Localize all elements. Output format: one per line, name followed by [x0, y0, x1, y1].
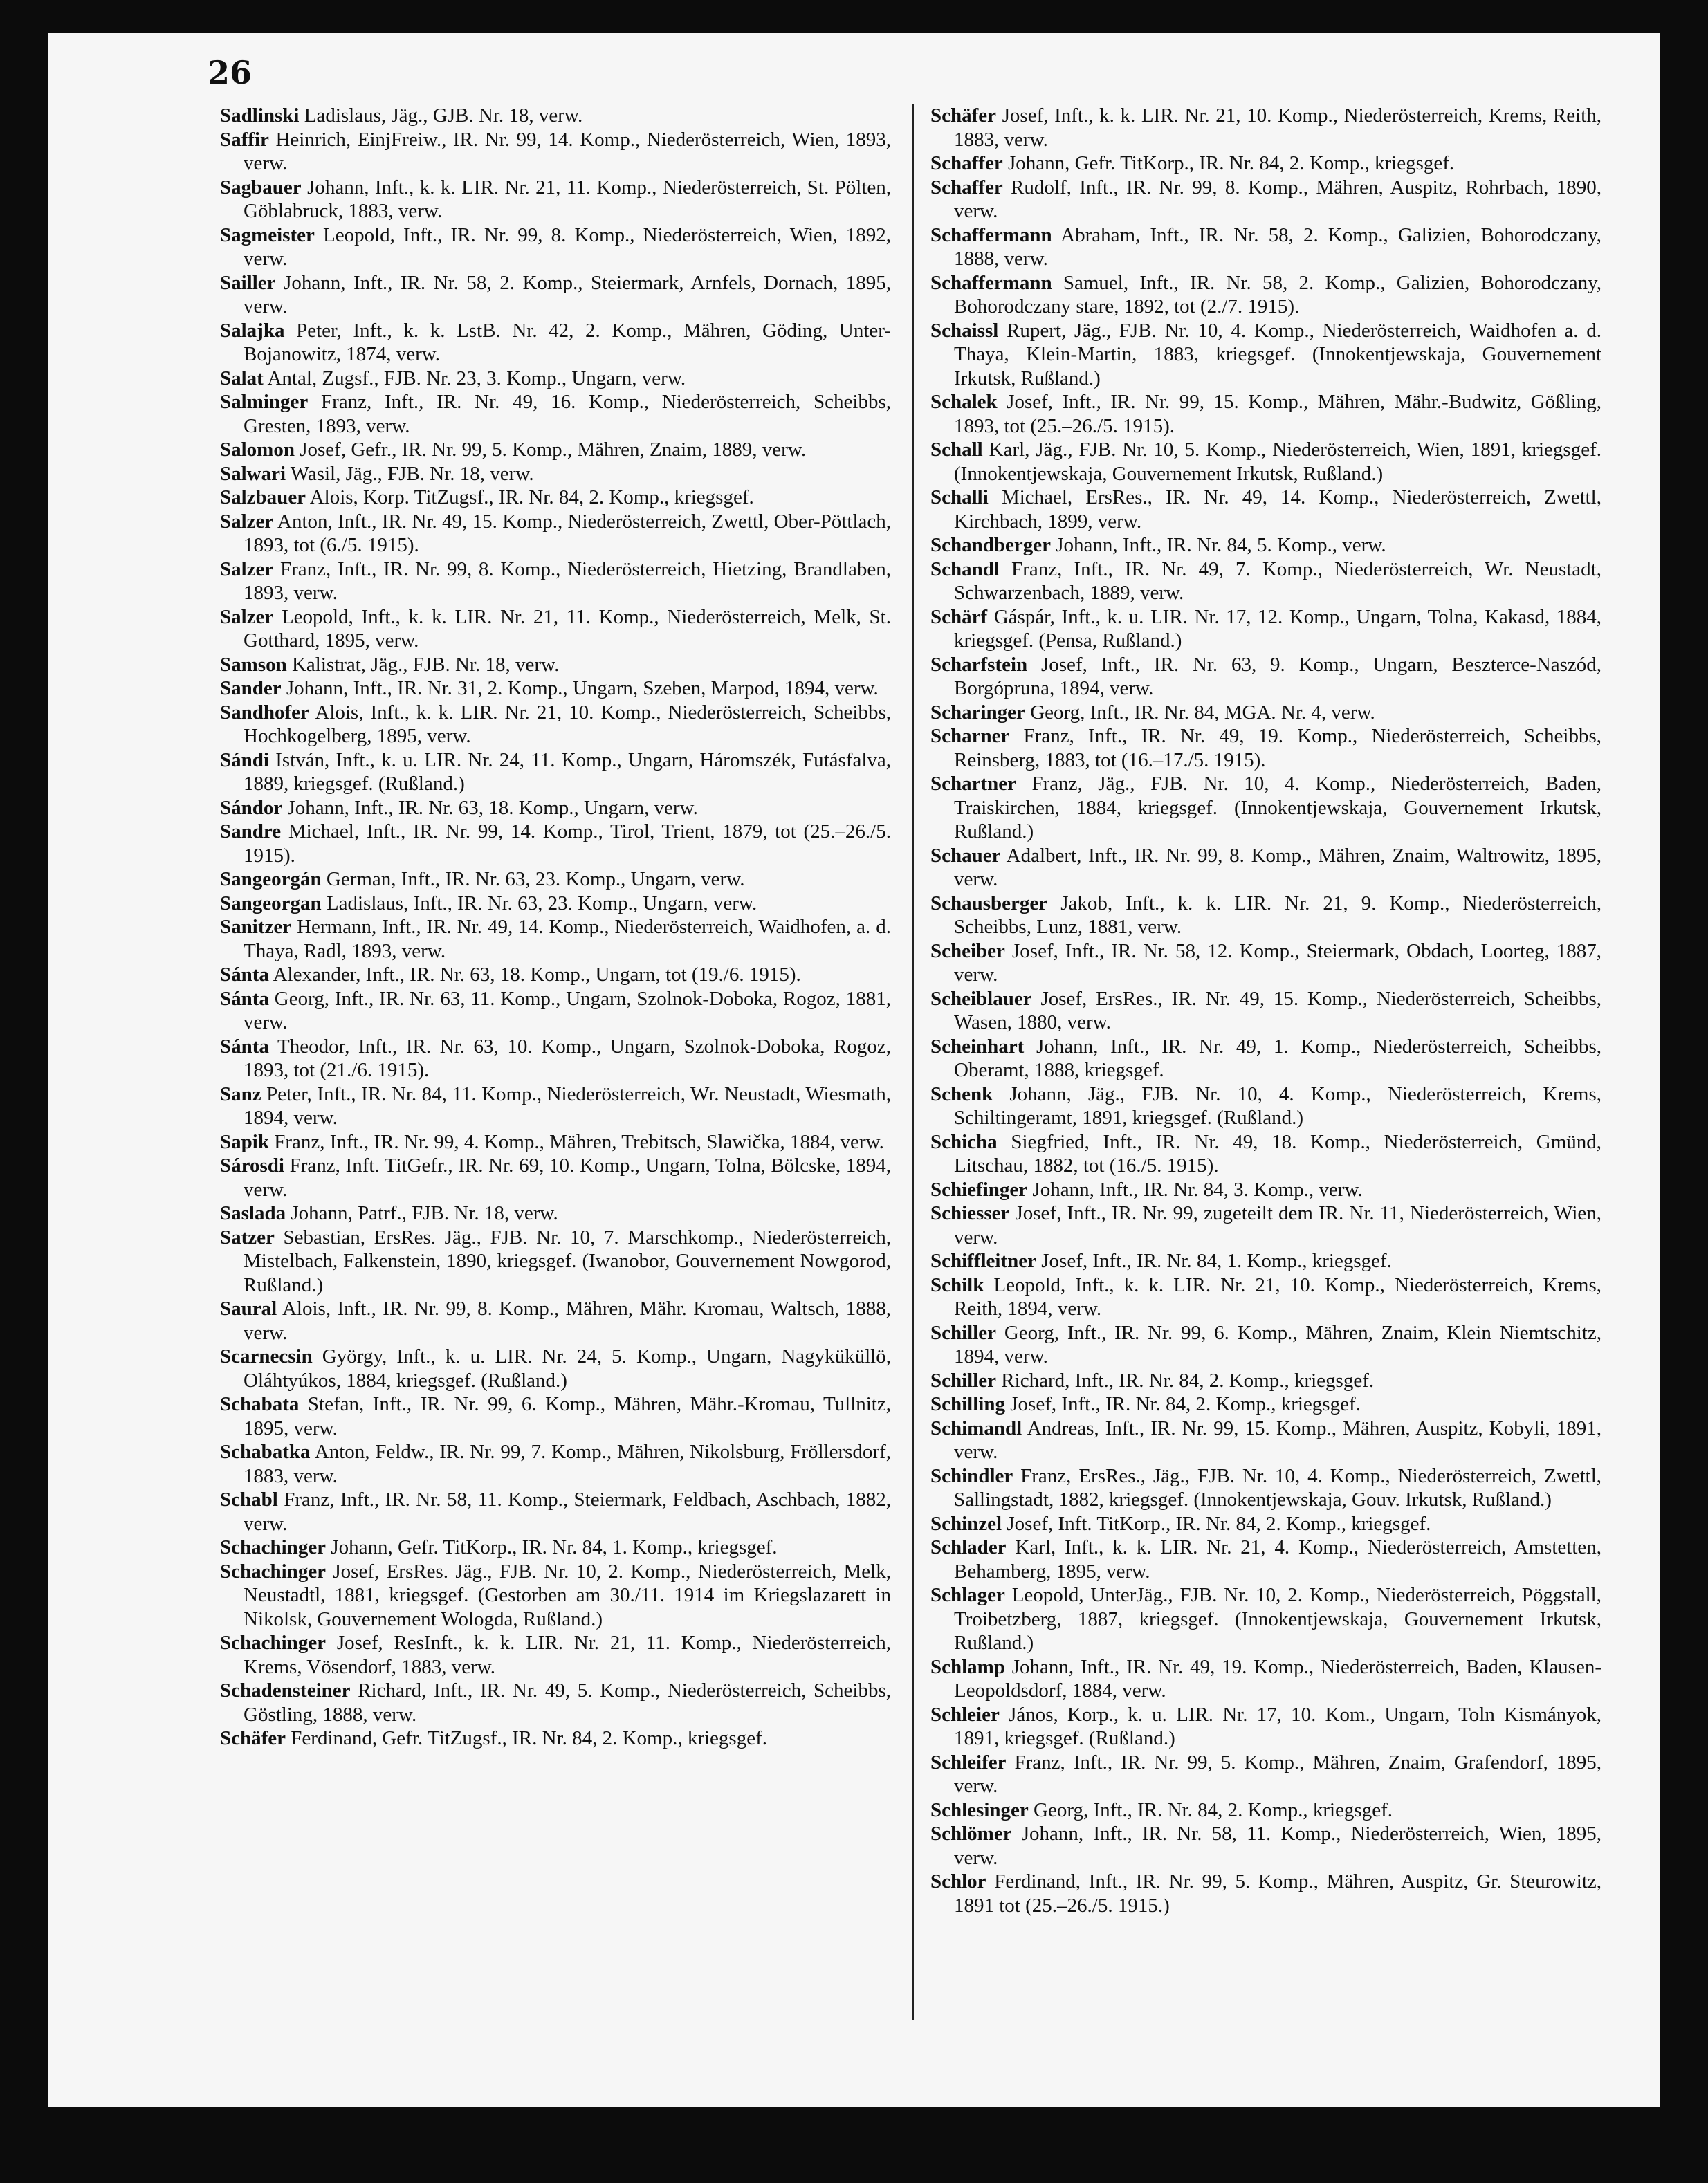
- register-entry: [930, 1655, 1601, 1703]
- register-entry: [220, 796, 891, 820]
- register-entry: [220, 867, 891, 892]
- entry-details: Josef, Inft., IR. Nr. 99, zugeteilt dem IR. Nr. 11, Niederösterreich, Wien, verw.: [954, 1202, 1601, 1249]
- register-entry: [930, 724, 1601, 772]
- surname: Salomon: [220, 439, 295, 461]
- surname: Schaissl: [930, 319, 999, 342]
- register-entry: [930, 533, 1601, 558]
- surname: Schartner: [930, 773, 1017, 795]
- entry-details: Anton, Feldw., IR. Nr. 99, 7. Komp., Mähren, Nikolsburg, Fröllersdorf, 1883, verw.: [244, 1441, 891, 1487]
- register-entry: [220, 915, 891, 963]
- surname: Schandberger: [930, 534, 1051, 556]
- surname: Scharinger: [930, 701, 1025, 724]
- entry-details: Franz, Inft. TitGefr., IR. Nr. 69, 10. Komp., Ungarn, Tolna, Bölcske, 1894, verw.: [244, 1154, 891, 1201]
- surname: Schadensteiner: [220, 1679, 351, 1702]
- register-entry: [220, 701, 891, 748]
- entry-details: Andreas, Inft., IR. Nr. 99, 15. Komp., Mähren, Auspitz, Kobyli, 1891, verw.: [954, 1417, 1601, 1463]
- surname: Sapik: [220, 1130, 269, 1153]
- entry-details: Georg, Inft., IR. Nr. 84, MGA. Nr. 4, verw.: [1025, 701, 1375, 724]
- surname: Schlamp: [930, 1655, 1005, 1678]
- surname: Schalli: [930, 486, 989, 508]
- entry-details: Leopold, Inft., k. k. LIR. Nr. 21, 11. Komp., Niederösterreich, Melk, St. Gotthard, 1895, verw.: [244, 605, 891, 652]
- entry-details: Ferdinand, Gefr. TitZugsf., IR. Nr. 84, 2. Komp., kriegsgef.: [286, 1727, 767, 1749]
- surname: Sándi: [220, 748, 269, 771]
- column-divider: [912, 104, 914, 2020]
- right-column: [930, 104, 1601, 1917]
- register-entry: [930, 1798, 1601, 1823]
- left-column: [220, 104, 891, 1751]
- entry-details: Franz, ErsRes., Jäg., FJB. Nr. 10, 4. Komp., Niederösterreich, Zwettl, Sallingstadt, 1882, kriegsgef. (Innokentjewskaja, Gouv. Irkutsk, Rußland.): [954, 1464, 1601, 1511]
- register-entry: [220, 1297, 891, 1345]
- entry-details: Josef, Inft., IR. Nr. 99, 15. Komp., Mähren, Mähr.-Budwitz, Gößling, 1893, tot (25.–26./5. 1915).: [954, 391, 1601, 437]
- register-entry: [930, 390, 1601, 438]
- register-entry: [930, 558, 1601, 605]
- entry-details: Michael, ErsRes., IR. Nr. 49, 14. Komp., Niederösterreich, Zwettl, Kirchbach, 1899, verw.: [954, 486, 1601, 533]
- register-entry: [220, 820, 891, 867]
- surname: Schleifer: [930, 1751, 1007, 1774]
- surname: Saffir: [220, 128, 269, 151]
- register-entry: [220, 1679, 891, 1726]
- entry-details: Johann, Inft., IR. Nr. 31, 2. Komp., Ungarn, Szeben, Marpod, 1894, verw.: [281, 677, 879, 699]
- register-entry: [220, 223, 891, 271]
- surname: Schiffleitner: [930, 1250, 1037, 1272]
- surname: Salajka: [220, 319, 285, 342]
- surname: Sangeorgan: [220, 892, 322, 914]
- entry-details: Josef, Inft. TitKorp., IR. Nr. 84, 2. Komp., kriegsgef.: [1002, 1512, 1431, 1535]
- entry-details: Franz, Jäg., FJB. Nr. 10, 4. Komp., Niederösterreich, Baden, Traiskirchen, 1884, kriegsgef. (Innokentjewskaja, Gouvernement Irkutsk, Rußland.): [954, 773, 1601, 842]
- scan-border-right: [1660, 0, 1708, 2183]
- entry-details: Johann, Inft., IR. Nr. 63, 18. Komp., Ungarn, verw.: [282, 796, 698, 819]
- entry-details: Richard, Inft., IR. Nr. 49, 5. Komp., Niederösterreich, Scheibbs, Göstling, 1888, verw.: [244, 1679, 891, 1726]
- register-entry: [220, 271, 891, 319]
- entry-details: Johann, Patrf., FJB. Nr. 18, verw.: [286, 1202, 558, 1224]
- register-entry: [930, 223, 1601, 271]
- surname: Scharfstein: [930, 653, 1028, 676]
- register-entry: [220, 462, 891, 486]
- register-entry: [930, 1035, 1601, 1083]
- entry-details: Stefan, Inft., IR. Nr. 99, 6. Komp., Mähren, Mähr.-Kromau, Tullnitz, 1895, verw.: [244, 1393, 891, 1439]
- entry-details: Josef, ResInft., k. k. LIR. Nr. 21, 11. Komp., Niederösterreich, Krems, Vösendorf, 1883, verw.: [244, 1632, 891, 1678]
- register-entry: [220, 1392, 891, 1440]
- register-entry: [220, 676, 891, 701]
- entry-details: Josef, Inft., IR. Nr. 84, 2. Komp., kriegsgef.: [1005, 1393, 1361, 1415]
- register-entry: [220, 1035, 891, 1083]
- surname: Scheinhart: [930, 1035, 1025, 1058]
- register-entry: [220, 1226, 891, 1298]
- register-entry: [220, 438, 891, 462]
- entry-details: Leopold, Inft., k. k. LIR. Nr. 21, 10. Komp., Niederösterreich, Krems, Reith, 1894, verw.: [954, 1273, 1601, 1320]
- entry-details: János, Korp., k. u. LIR. Nr. 17, 10. Kom., Ungarn, Toln Kismányok, 1891, kriegsgef. (Rußland.): [954, 1703, 1601, 1749]
- register-entry: [220, 1631, 891, 1679]
- surname: Salzer: [220, 605, 274, 628]
- surname: Schall: [930, 439, 983, 461]
- entry-details: Johann, Inft., IR. Nr. 49, 1. Komp., Niederösterreich, Scheibbs, Oberamt, 1888, kriegsgef.: [954, 1035, 1601, 1081]
- entry-details: Josef, Gefr., IR. Nr. 99, 5. Komp., Mähren, Znaim, 1889, verw.: [294, 439, 807, 461]
- register-entry: [220, 987, 891, 1035]
- register-entry: [220, 1440, 891, 1488]
- entry-details: Anton, Inft., IR. Nr. 49, 15. Komp., Niederösterreich, Zwettl, Ober-Pöttlach, 1893, tot (6./5. 1915).: [244, 510, 891, 556]
- entry-details: Franz, Inft., IR. Nr. 49, 7. Komp., Niederösterreich, Wr. Neustadt, Schwarzenbach, 1889, verw.: [954, 558, 1601, 604]
- surname: Sagmeister: [220, 223, 315, 246]
- entry-details: Alois, Inft., IR. Nr. 99, 8. Komp., Mähren, Mähr. Kromau, Waltsch, 1888, verw.: [244, 1298, 891, 1344]
- scan-border-top: [0, 0, 1708, 33]
- surname: Schandl: [930, 558, 1000, 580]
- register-entry: [930, 1201, 1601, 1249]
- surname: Sander: [220, 677, 282, 699]
- surname: Sánta: [220, 1035, 269, 1058]
- surname: Schimandl: [930, 1417, 1022, 1439]
- surname: Schäfer: [930, 104, 997, 127]
- register-entry: [220, 1201, 891, 1226]
- entry-details: Rudolf, Inft., IR. Nr. 99, 8. Komp., Mähren, Auspitz, Rohrbach, 1890, verw.: [954, 176, 1601, 222]
- surname: Satzer: [220, 1226, 275, 1249]
- surname: Saslada: [220, 1202, 286, 1224]
- surname: Sandhofer: [220, 701, 309, 724]
- surname: Salat: [220, 367, 264, 389]
- register-entry: [220, 892, 891, 916]
- surname: Sánta: [220, 964, 269, 986]
- surname: Scarnecsin: [220, 1345, 313, 1367]
- entry-details: Leopold, UnterJäg., FJB. Nr. 10, 2. Komp., Niederösterreich, Pöggstall, Troibetzberg, 1887, kriegsgef. (Innokentjewskaja, Gouvernement Irkutsk, Rußland.): [954, 1584, 1601, 1654]
- register-entry: [930, 1822, 1601, 1870]
- entry-details: Georg, Inft., IR. Nr. 99, 6. Komp., Mähren, Znaim, Klein Niemtschitz, 1894, verw.: [954, 1321, 1601, 1367]
- entry-details: Franz, Inft., IR. Nr. 99, 5. Komp., Mähren, Znaim, Grafendorf, 1895, verw.: [954, 1751, 1601, 1797]
- register-entry: [930, 1870, 1601, 1917]
- register-entry: [930, 605, 1601, 653]
- register-entry: [930, 653, 1601, 701]
- register-entry: [930, 319, 1601, 391]
- surname: Schilk: [930, 1273, 984, 1296]
- entry-details: Franz, Inft., IR. Nr. 49, 19. Komp., Niederösterreich, Scheibbs, Reinsberg, 1883, tot (16.–17./5. 1915).: [954, 725, 1601, 771]
- entry-details: Gáspár, Inft., k. u. LIR. Nr. 17, 12. Komp., Ungarn, Tolna, Kakasd, 1884, kriegsgef. (Pensa, Rußland.): [954, 605, 1601, 652]
- entry-details: Alois, Korp. TitZugsf., IR. Nr. 84, 2. Komp., kriegsgef.: [306, 486, 754, 508]
- register-entry: [220, 104, 891, 128]
- surname: Schindler: [930, 1464, 1013, 1487]
- register-entry: [930, 844, 1601, 892]
- register-entry: [930, 151, 1601, 176]
- surname: Schabatka: [220, 1441, 311, 1463]
- surname: Schaffermann: [930, 223, 1052, 246]
- surname: Salzer: [220, 558, 274, 580]
- entry-details: Josef, ErsRes. Jäg., FJB. Nr. 10, 2. Komp., Niederösterreich, Melk, Neustadtl, 1881, kriegsgef. (Gestorben am 30./11. 1914 im Kriegslazarett in Nikolsk, Gouvernement Wologda, Rußland.): [244, 1560, 891, 1630]
- register-entry: [930, 1583, 1601, 1655]
- surname: Schiesser: [930, 1202, 1010, 1224]
- register-entry: [220, 1083, 891, 1130]
- entry-details: Georg, Inft., IR. Nr. 63, 11. Komp., Ungarn, Szolnok-Doboka, Rogoz, 1881, verw.: [244, 987, 891, 1033]
- register-entry: [220, 1560, 891, 1632]
- register-entry: [930, 1130, 1601, 1178]
- entry-details: Johann, Inft., IR. Nr. 84, 3. Komp., verw.: [1027, 1178, 1363, 1201]
- surname: Sárosdi: [220, 1154, 284, 1177]
- entry-details: Josef, ErsRes., IR. Nr. 49, 15. Komp., Niederösterreich, Scheibbs, Wasen, 1880, verw.: [954, 987, 1601, 1033]
- surname: Schausberger: [930, 892, 1048, 914]
- page-number: 26: [208, 54, 252, 91]
- scan-border-left: [0, 0, 48, 2183]
- surname: Schenk: [930, 1083, 993, 1105]
- register-entry: [220, 1488, 891, 1536]
- surname: Scharner: [930, 725, 1010, 747]
- surname: Schäfer: [220, 1727, 286, 1749]
- register-entry: [930, 1751, 1601, 1798]
- surname: Schlesinger: [930, 1798, 1029, 1821]
- surname: Samson: [220, 653, 287, 676]
- surname: Schleier: [930, 1703, 1000, 1726]
- entry-details: Richard, Inft., IR. Nr. 84, 2. Komp., kriegsgef.: [996, 1369, 1375, 1392]
- surname: Schabl: [220, 1489, 278, 1511]
- entry-details: Abraham, Inft., IR. Nr. 58, 2. Komp., Galizien, Bohorodczany, 1888, verw.: [954, 223, 1601, 270]
- entry-details: Johann, Jäg., FJB. Nr. 10, 4. Komp., Niederösterreich, Krems, Schiltingeramt, 1891, kriegsgef. (Rußland.): [954, 1083, 1601, 1129]
- entry-details: Josef, Inft., IR. Nr. 84, 1. Komp., kriegsgef.: [1036, 1250, 1392, 1272]
- surname: Sandre: [220, 820, 282, 842]
- surname: Salminger: [220, 391, 309, 413]
- entry-details: Johann, Gefr. TitKorp., IR. Nr. 84, 1. Komp., kriegsgef.: [326, 1536, 778, 1558]
- surname: Schachinger: [220, 1632, 327, 1654]
- register-entry: [930, 1392, 1601, 1417]
- register-entry: [220, 1154, 891, 1201]
- register-entry: [930, 939, 1601, 987]
- entry-details: Jakob, Inft., k. k. LIR. Nr. 21, 9. Komp., Niederösterreich, Scheibbs, Lunz, 1881, verw.: [954, 892, 1601, 938]
- surname: Schiefinger: [930, 1178, 1028, 1201]
- register-entry: [930, 486, 1601, 533]
- surname: Schinzel: [930, 1512, 1002, 1535]
- register-entry: [220, 748, 891, 796]
- register-entry: [220, 510, 891, 558]
- register-entry: [930, 1178, 1601, 1202]
- surname: Schilling: [930, 1393, 1005, 1415]
- register-entry: [930, 1083, 1601, 1130]
- entry-details: Franz, Inft., IR. Nr. 49, 16. Komp., Niederösterreich, Scheibbs, Gresten, 1893, verw.: [244, 391, 891, 437]
- scan-border-bottom: [0, 2107, 1708, 2183]
- entry-details: Michael, Inft., IR. Nr. 99, 14. Komp., Tirol, Trient, 1879, tot (25.–26./5. 1915).: [244, 820, 891, 867]
- entry-details: Peter, Inft., IR. Nr. 84, 11. Komp., Niederösterreich, Wr. Neustadt, Wiesmath, 1894, verw.: [244, 1083, 891, 1129]
- register-entry: [930, 892, 1601, 939]
- entry-details: Franz, Inft., IR. Nr. 58, 11. Komp., Steiermark, Feldbach, Aschbach, 1882, verw.: [244, 1489, 891, 1535]
- surname: Schabata: [220, 1393, 300, 1415]
- entry-details: Heinrich, EinjFreiw., IR. Nr. 99, 14. Komp., Niederösterreich, Wien, 1893, verw.: [244, 128, 891, 174]
- entry-details: Johann, Gefr. TitKorp., IR. Nr. 84, 2. Komp., kriegsgef.: [1002, 152, 1455, 174]
- register-entry: [220, 128, 891, 176]
- entry-details: Johann, Inft., IR. Nr. 49, 19. Komp., Niederösterreich, Baden, Klausen-Leopoldsdorf, 1884, verw.: [954, 1655, 1601, 1702]
- register-entry: [930, 438, 1601, 486]
- surname: Schachinger: [220, 1560, 327, 1583]
- entry-details: Rupert, Jäg., FJB. Nr. 10, 4. Komp., Niederösterreich, Waidhofen a. d. Thaya, Klein-Martin, 1883, kriegsgef. (Innokentjewskaja, Gouvernement Irkutsk, Rußland.): [954, 319, 1601, 389]
- surname: Schicha: [930, 1130, 998, 1153]
- surname: Sanitzer: [220, 916, 292, 938]
- surname: Scheiblauer: [930, 987, 1032, 1010]
- entry-details: Sebastian, ErsRes. Jäg., FJB. Nr. 10, 7. Marschkomp., Niederösterreich, Mistelbach, Falkenstein, 1890, kriegsgef. (Iwanobor, Gouvernement Nowgorod, Rußland.): [244, 1226, 891, 1296]
- entry-details: Josef, Inft., IR. Nr. 58, 12. Komp., Steiermark, Obdach, Loorteg, 1887, verw.: [954, 939, 1601, 986]
- entry-details: Karl, Inft., k. k. LIR. Nr. 21, 4. Komp., Niederösterreich, Amstetten, Behamberg, 1895, verw.: [954, 1536, 1601, 1583]
- entry-details: Ferdinand, Inft., IR. Nr. 99, 5. Komp., Mähren, Auspitz, Gr. Steurowitz, 1891 tot (25.–26./5. 1915.): [954, 1870, 1601, 1917]
- entry-details: Samuel, Inft., IR. Nr. 58, 2. Komp., Galizien, Bohorodczany, Bohorodczany stare, 1892, tot (2./7. 1915).: [954, 271, 1601, 317]
- entry-details: Ladislaus, Inft., IR. Nr. 63, 23. Komp., Ungarn, verw.: [321, 892, 757, 914]
- register-entry: [220, 605, 891, 653]
- register-entry: [220, 367, 891, 391]
- surname: Schlager: [930, 1584, 1005, 1606]
- surname: Salzbauer: [220, 486, 306, 508]
- register-entry: [930, 1369, 1601, 1393]
- surname: Saural: [220, 1298, 277, 1320]
- register-entry: [220, 319, 891, 367]
- register-entry: [930, 772, 1601, 844]
- register-entry: [930, 1464, 1601, 1512]
- register-entry: [930, 1321, 1601, 1369]
- register-entry: [220, 1536, 891, 1560]
- register-entry: [220, 1130, 891, 1154]
- surname: Schalek: [930, 391, 998, 413]
- surname: Salzer: [220, 510, 274, 533]
- register-entry: [930, 987, 1601, 1035]
- entry-details: Kalistrat, Jäg., FJB. Nr. 18, verw.: [286, 653, 560, 676]
- entry-details: Johann, Inft., IR. Nr. 58, 11. Komp., Niederösterreich, Wien, 1895, verw.: [954, 1823, 1601, 1869]
- surname: Sailler: [220, 271, 276, 294]
- surname: Sanz: [220, 1083, 261, 1105]
- surname: Scheiber: [930, 939, 1005, 962]
- register-entry: [930, 104, 1601, 151]
- register-entry: [930, 1703, 1601, 1751]
- register-entry: [930, 1536, 1601, 1583]
- entry-details: Ladislaus, Jäg., GJB. Nr. 18, verw.: [299, 104, 583, 127]
- register-entry: [220, 1726, 891, 1751]
- entry-details: Josef, Inft., IR. Nr. 63, 9. Komp., Ungarn, Beszterce-Naszód, Borgópruna, 1894, verw.: [954, 653, 1601, 699]
- entry-details: Alois, Inft., k. k. LIR. Nr. 21, 10. Komp., Niederösterreich, Scheibbs, Hochkogelberg, 1895, verw.: [244, 701, 891, 747]
- surname: Schiller: [930, 1321, 997, 1344]
- entry-details: Leopold, Inft., IR. Nr. 99, 8. Komp., Niederösterreich, Wien, 1892, verw.: [244, 223, 891, 270]
- entry-details: István, Inft., k. u. LIR. Nr. 24, 11. Komp., Ungarn, Háromszék, Futásfalva, 1889, kriegsgef. (Rußland.): [244, 748, 891, 795]
- surname: Schaffer: [930, 152, 1003, 174]
- entry-details: Georg, Inft., IR. Nr. 84, 2. Komp., kriegsgef.: [1028, 1798, 1393, 1821]
- register-entry: [220, 1345, 891, 1392]
- entry-details: György, Inft., k. u. LIR. Nr. 24, 5. Komp., Ungarn, Nagyküküllö, Oláhtyúkos, 1884, kriegsgef. (Rußland.): [244, 1345, 891, 1392]
- entry-details: Antal, Zugsf., FJB. Nr. 23, 3. Komp., Ungarn, verw.: [263, 367, 686, 389]
- register-entry: [220, 176, 891, 223]
- entry-details: Peter, Inft., k. k. LstB. Nr. 42, 2. Komp., Mähren, Göding, Unter-Bojanowitz, 1874, verw.: [244, 319, 891, 365]
- register-entry: [930, 1249, 1601, 1273]
- surname: Schachinger: [220, 1536, 327, 1558]
- register-entry: [220, 963, 891, 987]
- register-entry: [930, 701, 1601, 725]
- entry-details: Karl, Jäg., FJB. Nr. 10, 5. Komp., Niederösterreich, Wien, 1891, kriegsgef. (Innokentjewskaja, Gouvernement Irkutsk, Rußland.): [954, 439, 1601, 485]
- surname: Schlömer: [930, 1823, 1012, 1845]
- entry-details: Franz, Inft., IR. Nr. 99, 4. Komp., Mähren, Trebitsch, Slawička, 1884, verw.: [268, 1130, 884, 1153]
- register-entry: [930, 271, 1601, 319]
- register-entry: [220, 390, 891, 438]
- surname: Schaffer: [930, 176, 1003, 199]
- entry-details: Alexander, Inft., IR. Nr. 63, 18. Komp., Ungarn, tot (19./6. 1915).: [268, 964, 801, 986]
- entry-details: Theodor, Inft., IR. Nr. 63, 10. Komp., Ungarn, Szolnok-Doboka, Rogoz, 1893, tot (21./6. 1915).: [244, 1035, 891, 1081]
- entry-details: Johann, Inft., IR. Nr. 58, 2. Komp., Steiermark, Arnfels, Dornach, 1895, verw.: [244, 271, 891, 317]
- register-entry: [220, 558, 891, 605]
- entry-details: Johann, Inft., IR. Nr. 84, 5. Komp., verw.: [1051, 534, 1386, 556]
- surname: Sangeorgán: [220, 868, 322, 890]
- register-entry: [930, 1273, 1601, 1321]
- surname: Schiller: [930, 1369, 997, 1392]
- entry-details: Josef, Inft., k. k. LIR. Nr. 21, 10. Komp., Niederösterreich, Krems, Reith, 1883, verw.: [954, 104, 1601, 151]
- register-entry: [220, 486, 891, 510]
- surname: Sadlinski: [220, 104, 300, 127]
- surname: Salwari: [220, 462, 286, 485]
- register-entry: [930, 176, 1601, 223]
- surname: Schlor: [930, 1870, 986, 1892]
- surname: Sánta: [220, 987, 269, 1010]
- entry-details: Johann, Inft., k. k. LIR. Nr. 21, 11. Komp., Niederösterreich, St. Pölten, Göblabruck, 1883, verw.: [244, 176, 891, 222]
- entry-details: Siegfried, Inft., IR. Nr. 49, 18. Komp., Niederösterreich, Gmünd, Litschau, 1882, tot (16./5. 1915).: [954, 1130, 1601, 1177]
- entry-details: Hermann, Inft., IR. Nr. 49, 14. Komp., Niederösterreich, Waidhofen, a. d. Thaya, Radl, 1893, verw.: [244, 916, 891, 962]
- entry-details: Adalbert, Inft., IR. Nr. 99, 8. Komp., Mähren, Znaim, Waltrowitz, 1895, verw.: [954, 844, 1601, 890]
- entry-details: Wasil, Jäg., FJB. Nr. 18, verw.: [286, 462, 534, 485]
- surname: Schlader: [930, 1536, 1007, 1558]
- register-entry: [220, 653, 891, 677]
- register-entry: [930, 1512, 1601, 1536]
- surname: Schärf: [930, 605, 988, 628]
- entry-details: German, Inft., IR. Nr. 63, 23. Komp., Ungarn, verw.: [321, 868, 745, 890]
- surname: Schauer: [930, 844, 1001, 867]
- surname: Schaffermann: [930, 271, 1052, 294]
- surname: Sagbauer: [220, 176, 302, 199]
- surname: Sándor: [220, 796, 283, 819]
- entry-details: Franz, Inft., IR. Nr. 99, 8. Komp., Niederösterreich, Hietzing, Brandlaben, 1893, verw.: [244, 558, 891, 604]
- register-entry: [930, 1417, 1601, 1464]
